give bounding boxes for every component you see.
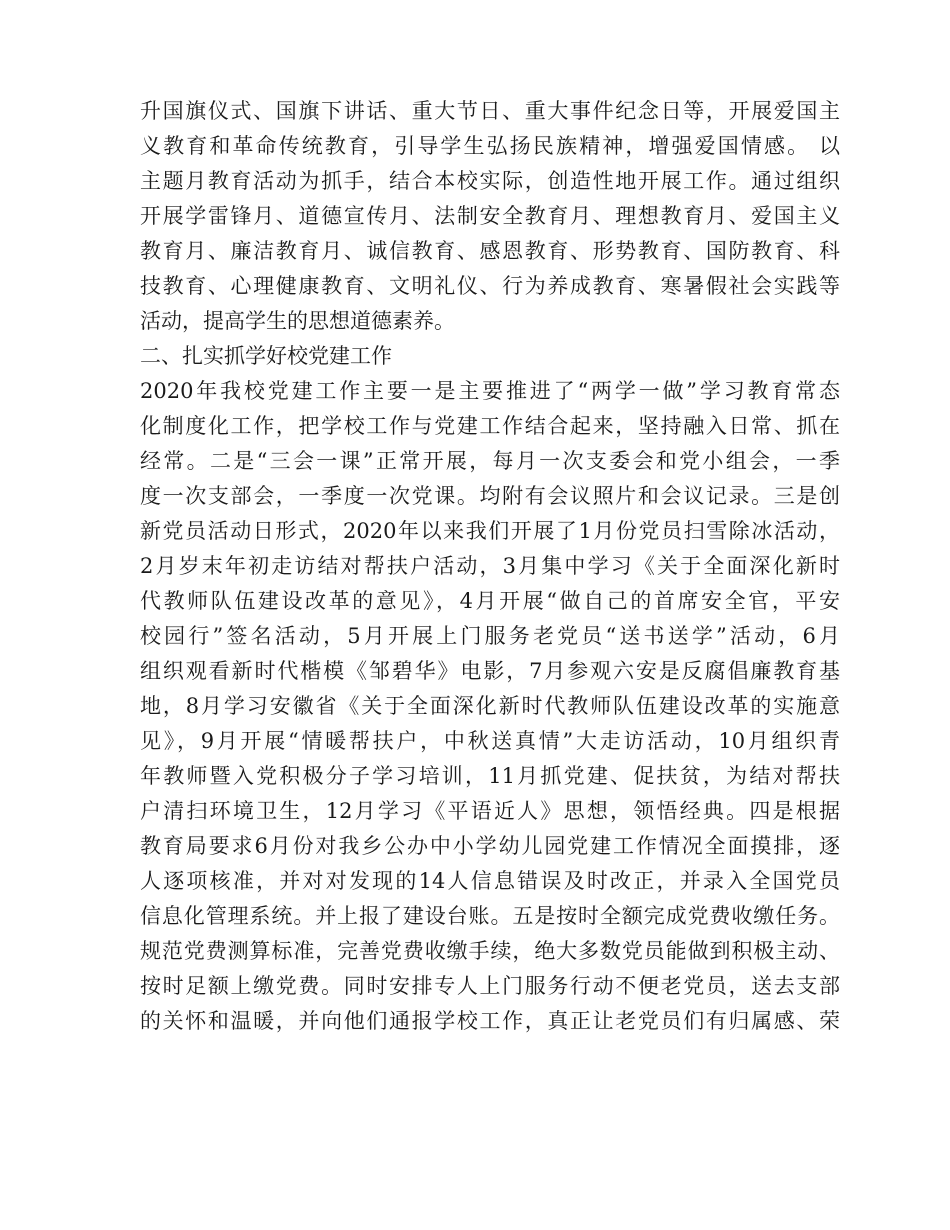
text-line: 按时足额上缴党费。同时安排专人上门服务行动不便老党员，送去支部 bbox=[140, 974, 840, 998]
text-line: 年教师暨入党积极分子学习培训，11月抓党建、促扶贫，为结对帮扶 bbox=[140, 764, 840, 788]
document-body bbox=[140, 94, 840, 1039]
text-line: 的关怀和温暖，并向他们通报学校工作，真正让老党员们有归属感、荣 bbox=[140, 1009, 840, 1033]
text-line: 信息化管理系统。并上报了建设台账。五是按时全额完成党费收缴任务。 bbox=[140, 904, 840, 928]
text-line: 开展学雷锋月、道德宣传月、法制安全教育月、理想教育月、爱国主义 bbox=[140, 204, 840, 228]
text-line: 新党员活动日形式，2020年以来我们开展了1月份党员扫雪除冰活动， bbox=[140, 519, 840, 543]
text-line: 教育局要求6月份对我乡公办中小学幼儿园党建工作情况全面摸排，逐 bbox=[140, 834, 840, 858]
text-line: 代教师队伍建设改革的意见》，4月开展“做自己的首席安全官，平安 bbox=[140, 589, 840, 613]
text-line: 户清扫环境卫生，12月学习《平语近人》思想，领悟经典。四是根据 bbox=[140, 799, 840, 823]
text-line: 活动，提高学生的思想道德素养。 bbox=[140, 309, 455, 333]
text-line: 主题月教育活动为抓手，结合本校实际，创造性地开展工作。通过组织 bbox=[140, 169, 840, 193]
text-line: 升国旗仪式、国旗下讲话、重大节日、重大事件纪念日等，开展爱国主 bbox=[140, 99, 840, 123]
text-line: 技教育、心理健康教育、文明礼仪、行为养成教育、寒暑假社会实践等 bbox=[140, 274, 840, 298]
text-line: 度一次支部会，一季度一次党课。均附有会议照片和会议记录。三是创 bbox=[140, 484, 840, 508]
text-line: 2020年我校党建工作主要一是主要推进了“两学一做”学习教育常态 bbox=[140, 379, 840, 403]
text-line: 义教育和革命传统教育，引导学生弘扬民族精神，增强爱国情感。 以 bbox=[140, 134, 840, 158]
text-line: 教育月、廉洁教育月、诚信教育、感恩教育、形势教育、国防教育、科 bbox=[140, 239, 840, 263]
text-line: 2月岁末年初走访结对帮扶户活动，3月集中学习《关于全面深化新时 bbox=[140, 554, 840, 578]
text-line: 校园行”签名活动，5月开展上门服务老党员“送书送学”活动，6月 bbox=[140, 624, 840, 648]
text-line: 见》，9月开展“情暖帮扶户，中秋送真情”大走访活动，10月组织青 bbox=[140, 729, 840, 753]
text-line: 经常。二是“三会一课”正常开展，每月一次支委会和党小组会，一季 bbox=[140, 449, 840, 473]
text-line: 化制度化工作，把学校工作与党建工作结合起来，坚持融入日常、抓在 bbox=[140, 414, 840, 438]
section-heading: 二、扎实抓学好校党建工作 bbox=[140, 344, 392, 368]
text-line: 人逐项核准，并对对发现的14人信息错误及时改正，并录入全国党员 bbox=[140, 869, 840, 893]
text-line: 地，8月学习安徽省《关于全面深化新时代教师队伍建设改革的实施意 bbox=[140, 694, 840, 718]
text-line: 规范党费测算标准，完善党费收缴手续，绝大多数党员能做到积极主动、 bbox=[140, 939, 840, 963]
text-line: 组织观看新时代楷模《邹碧华》电影，7月参观六安是反腐倡廉教育基 bbox=[140, 659, 840, 683]
